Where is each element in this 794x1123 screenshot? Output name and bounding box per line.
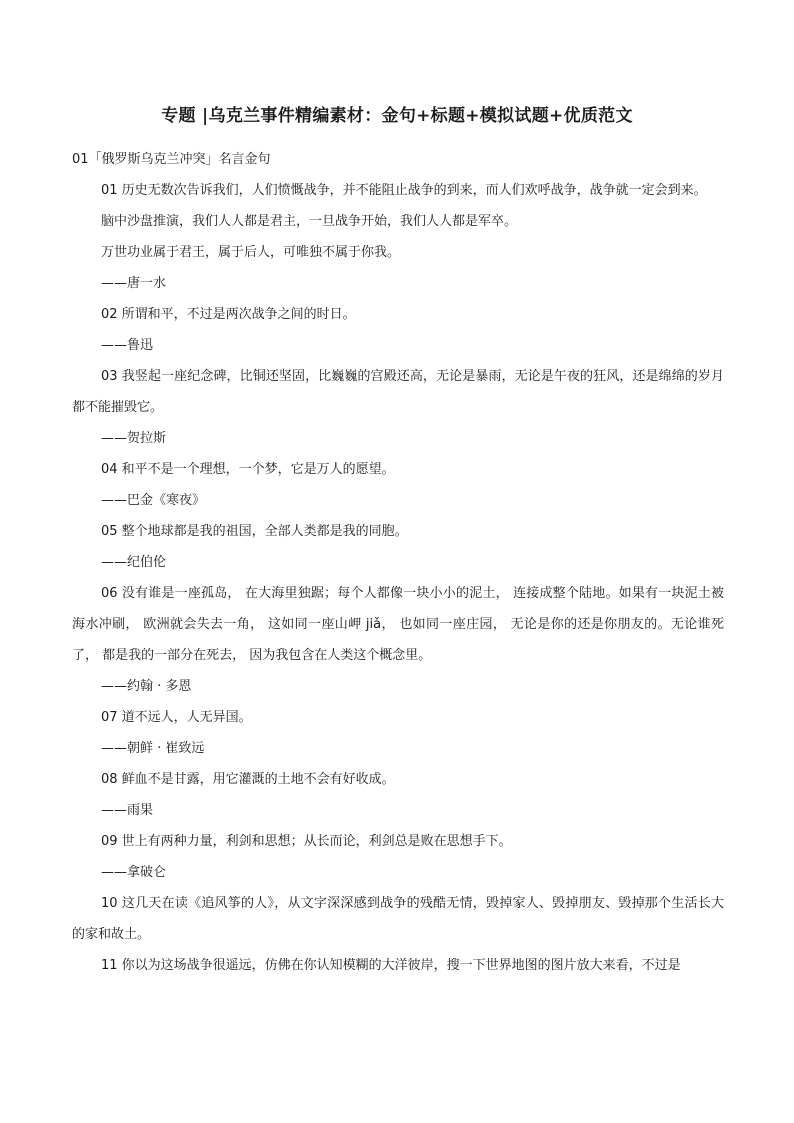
section-heading: 01「俄罗斯乌克兰冲突」名言金句	[72, 152, 271, 167]
paragraph-quote-10: 10 这几天在读《追风筝的人》，从文字深深感到战争的残酷无情，毁掉家人、毁掉朋友、毁掉那个生活长大的家和故土。	[72, 896, 724, 942]
paragraph-quote-02: 02 所谓和平，不过是两次战争之间的时日。	[101, 307, 356, 322]
paragraph-quote-01: 01 历史无数次告诉我们，人们愤慨战争，并不能阻止战争的到来，而人们欢呼战争，战争就一定会到来。	[101, 183, 707, 198]
paragraph-quote-09: 09 世上有两种力量，利剑和思想；从长而论，利剑总是败在思想手下。	[101, 834, 512, 849]
paragraph-quote-06: 06 没有谁是一座孤岛， 在大海里独踞；每个人都像一块小小的泥土， 连接成整个陆地。如果有一块泥土被海水冲刷， 欧洲就会失去一角， 这如同一座山岬 jiǎ， 也如同一座庄园， 无论是你的还是你朋友的。无论谁死了， 都是我的一部分在死去， 因为我包含在人类这个概念里。	[72, 586, 724, 663]
document-title: 专题 |乌克兰事件精编素材：金句+标题+模拟试题+优质范文	[161, 106, 633, 126]
paragraph-quote-04: 04 和平不是一个理想，一个梦，它是万人的愿望。	[101, 462, 395, 477]
attribution-01: ——唐一水	[101, 276, 167, 291]
attribution-07: ——朝鲜 · 崔致远	[101, 741, 205, 756]
paragraph-quote-01-line-2: 脑中沙盘推演，我们人人都是君主，一旦战争开始，我们人人都是军卒。	[101, 214, 518, 229]
paragraph-quote-11: 11 你以为这场战争很遥远，仿佛在你认知模糊的大洋彼岸，搜一下世界地图的图片放大来看，不过是	[101, 958, 681, 973]
paragraph-quote-01-line-3: 万世功业属于君王，属于后人，可唯独不属于你我。	[101, 245, 401, 260]
attribution-03: ——贺拉斯	[101, 431, 167, 446]
document-body	[72, 144, 724, 981]
attribution-09: ——拿破仑	[101, 865, 167, 880]
paragraph-quote-03: 03 我竖起一座纪念碑，比铜还坚固，比巍巍的宫殿还高，无论是暴雨，无论是午夜的狂风，还是绵绵的岁月都不能摧毁它。	[72, 369, 724, 415]
paragraph-quote-08: 08 鲜血不是甘露，用它灌溉的土地不会有好收成。	[101, 772, 395, 787]
attribution-08: ——雨果	[101, 803, 154, 818]
attribution-06: ——约翰 · 多恩	[101, 679, 192, 694]
paragraph-quote-05: 05 整个地球都是我的祖国，全部人类都是我的同胞。	[101, 524, 408, 539]
attribution-02: ——鲁迅	[101, 338, 154, 353]
paragraph-quote-07: 07 道不远人，人无异国。	[101, 710, 252, 725]
attribution-05: ——纪伯伦	[101, 555, 167, 570]
attribution-04: ——巴金《寒夜》	[101, 493, 206, 508]
